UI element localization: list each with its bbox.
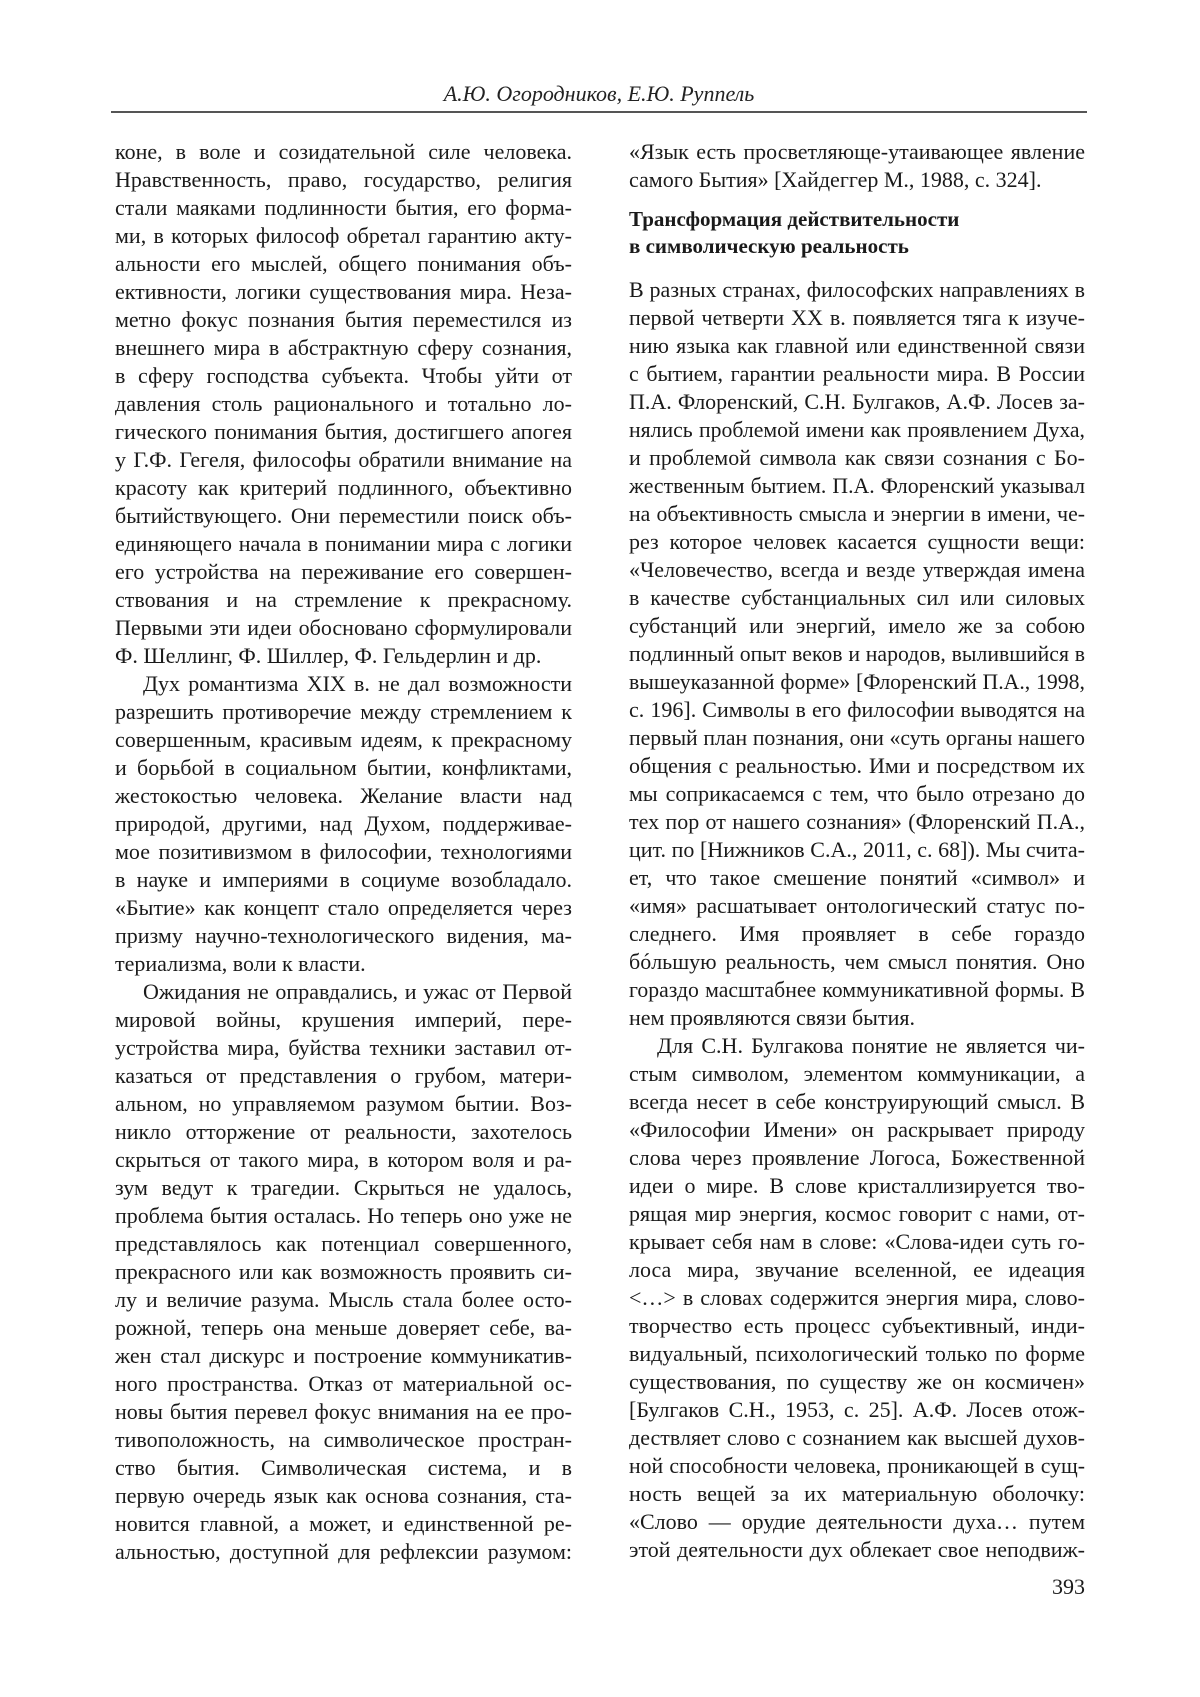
text-line: ной способности человека, проникающей в сущ- [629, 1454, 1085, 1478]
text-line: самого Бытия» [Хайдеггер М., 1988, с. 324]. [629, 167, 1042, 192]
text-line: «Философии Имени» он раскрывает природу [629, 1117, 1085, 1142]
text-line: ство бытия. Символическая система, и в [115, 1455, 572, 1480]
text-line: прекрасного или как возможность проявить си- [115, 1259, 572, 1284]
text-line: общения с реальностью. Ими и посредством их [629, 753, 1085, 778]
running-head-authors: А.Ю. Огородников, Е.Ю. Руппель [443, 81, 755, 106]
text-line: <…> в словах содержится энергия мира, слово- [629, 1285, 1085, 1310]
left-column [115, 138, 572, 1566]
text-line: рез которое человек касается сущности вещи: [629, 529, 1085, 554]
text-line: жестокостью человека. Желание власти над [115, 783, 572, 808]
text-line: творчество есть процесс субъективный, инди- [629, 1313, 1085, 1338]
text-line: призму научно-технологического видения, ма- [115, 923, 572, 948]
text-line: рожной, теперь она меньше доверяет себе, ва- [115, 1315, 572, 1340]
text-line: «Язык есть просветляюще-утаивающее явление [629, 139, 1085, 164]
text-line: существования, по существу же он космичен» [629, 1369, 1085, 1394]
text-line: териализма, воли к власти. [115, 951, 366, 976]
text-line: слова через проявление Логоса, Божественной [629, 1145, 1085, 1170]
text-line: «Человечество, всегда и везде утверждая имена [629, 557, 1085, 582]
text-line: дествляет слово с сознанием как высшей духов- [629, 1425, 1085, 1450]
text-line: в сферу господства субъекта. Чтобы уйти от [115, 363, 572, 388]
text-line: рящая мир энергия, космос говорит с нами, от- [629, 1201, 1085, 1226]
text-line: цит. по [Нижников С.А., 2011, с. 68]). Мы счита- [629, 837, 1085, 862]
text-line: В разных странах, философских направлениях в [629, 277, 1085, 302]
text-line: лу и величие разума. Мысль стала более осто- [115, 1287, 572, 1312]
text-line: и борьбой в социальном бытии, конфликтами, [115, 755, 572, 780]
text-line: первый план познания, они «суть органы нашего [629, 726, 1085, 750]
paragraph [115, 978, 572, 1566]
text-line: в науке и империями в социуме возобладало. [115, 867, 572, 892]
text-line: лоса мира, звучание вселенной, ее идеация [629, 1257, 1085, 1282]
text-line: в качестве субстанциальных сил или силовых [629, 585, 1085, 610]
text-line: на объективность смысла и энергии в имени, че- [629, 502, 1085, 526]
text-line: коне, в воле и созидательной силе человека. [115, 139, 572, 164]
text-line: представлялось как потенциал совершенного, [115, 1231, 572, 1256]
text-line: ного пространства. Отказ от материальной ос- [115, 1371, 572, 1396]
text-line: вышеуказанной форме» [Флоренский П.А., 1998, [629, 670, 1085, 694]
paragraph [629, 1032, 1085, 1564]
text-line: гораздо масштабнее коммуникативной формы. В [629, 978, 1085, 1002]
text-line: новится главной, а может, и единственной ре- [115, 1511, 572, 1536]
text-line: тех пор от нашего сознания» (Флоренский П.А., [629, 809, 1085, 834]
text-line: жен стал дискурс и построение коммуникатив- [115, 1343, 572, 1368]
text-line: идеи о мире. В слове кристаллизируется тво- [629, 1173, 1085, 1198]
text-line: никло отторжение от реальности, захотелось [115, 1119, 572, 1144]
text-line: всегда несет в себе конструирующий смысл. В [629, 1089, 1085, 1114]
text-line: альном, но управляемом разумом бытии. Воз- [115, 1091, 572, 1116]
paragraph [629, 276, 1085, 1032]
text-line: Первыми эти идеи обосновано сформулировали [115, 615, 572, 640]
text-line: Ф. Шеллинг, Ф. Шиллер, Ф. Гельдерлин и др. [115, 643, 542, 668]
text-line: бытийствующего. Они переместили поиск объ- [115, 503, 572, 528]
page-number: 393 [1052, 1574, 1085, 1599]
text-line: с. 196]. Символы в его философии выводятся на [629, 697, 1085, 722]
paragraph [115, 138, 572, 670]
text-line: природой, другими, над Духом, поддерживае- [115, 811, 572, 836]
text-line: Для С.Н. Булгакова понятие не является чи- [657, 1033, 1085, 1058]
text-line: стым символом, элементом коммуникации, а [629, 1061, 1085, 1086]
text-line: подлинный опыт веков и народов, вылившийся в [629, 642, 1085, 666]
text-line: нем проявляются связи бытия. [629, 1005, 915, 1030]
quote-paragraph [629, 138, 1085, 194]
text-line: крывает себя нам в слове: «Слова-идеи суть го- [629, 1229, 1085, 1254]
text-line: «Бытие» как концепт стало определяется через [115, 895, 572, 920]
text-line: зум ведут к трагедии. Скрыться не удалось, [115, 1175, 572, 1200]
text-line: скрыться от такого мира, в котором воля и ра- [115, 1147, 572, 1172]
text-line: мы соприкасаемся с тем, что было отрезано до [629, 781, 1085, 806]
text-line: жественным бытием. П.А. Флоренский указывал [629, 474, 1085, 498]
text-line: устройства мира, буйства техники заставил от- [115, 1035, 572, 1060]
text-line: разрешить противоречие между стремлением к [115, 699, 572, 724]
text-line: проблема бытия осталась. Но теперь оно уже не [115, 1203, 572, 1228]
text-line: красоту как критерий подлинного, объективно [115, 475, 572, 500]
text-line: новы бытия перевел фокус внимания на ее про- [115, 1399, 572, 1424]
text-line: внешнего мира в абстрактную сферу сознания, [115, 335, 572, 360]
text-line: мировой войны, крушения империй, пере- [115, 1007, 572, 1032]
paragraph [115, 670, 572, 978]
text-line: Дух романтизма XIX в. не дал возможности [143, 671, 572, 696]
text-line: гического понимания бытия, достигшего апогея [115, 419, 572, 444]
text-line: стали маяками подлинности бытия, его форма- [115, 195, 572, 220]
text-line: нию языка как главной или единственной связи [629, 333, 1085, 358]
text-line: у Г.Ф. Гегеля, философы обратили внимание на [115, 447, 572, 472]
text-line: субстанций или энергий, имело же за собою [629, 613, 1085, 638]
text-line: первую очередь язык как основа сознания, ста- [115, 1483, 572, 1508]
text-line: ствования и на стремление к прекрасному. [115, 587, 572, 612]
text-line: первой четверти XX в. появляется тяга к изуче- [629, 305, 1085, 330]
text-line: ективности, логики существования мира. Неза- [115, 279, 572, 304]
text-line: совершенным, красивым идеям, к прекрасному [115, 727, 572, 752]
header-rule [111, 111, 1087, 113]
text-line: тивоположность, на символическое простран- [115, 1427, 572, 1452]
text-line: «Слово — орудие деятельности духа… путем [629, 1509, 1085, 1534]
text-line: [Булгаков С.Н., 1953, с. 25]. А.Ф. Лосев отож- [629, 1397, 1085, 1422]
paragraph [629, 138, 1085, 194]
text-line: давления столь рационального и тотально ло- [115, 391, 572, 416]
text-line: П.А. Флоренский, С.Н. Булгаков, А.Ф. Лосев за- [629, 389, 1085, 414]
text-line: ет, что такое смешение понятий «символ» и [629, 865, 1085, 890]
text-line: мое позитивизмом в философии, технологиями [115, 839, 572, 864]
text-line: следнего. Имя проявляет в себе гораздо [629, 921, 1085, 946]
text-line: нялись проблемой имени как проявлением Духа, [629, 418, 1085, 442]
text-line: бóльшую реальность, чем смысл понятия. Оно [629, 949, 1085, 974]
text-line: метно фокус познания бытия переместился из [115, 307, 572, 332]
text-line: этой деятельности дух облекает свое неподвиж- [629, 1537, 1085, 1562]
text-line: единяющего начала в понимании мира с логики [115, 531, 572, 556]
section-heading-line: Трансформация действительности [629, 207, 960, 231]
text-line: альностью, доступной для рефлексии разумом: [115, 1539, 572, 1564]
text-line: ми, в которых философ обретал гарантию акту- [115, 223, 572, 248]
text-line: альности его мыслей, общего понимания объ- [115, 251, 572, 276]
text-line: казаться от представления о грубом, матери- [115, 1063, 572, 1088]
text-line: Ожидания не оправдались, и ужас от Первой [143, 979, 572, 1004]
text-line: «имя» расшатывает онтологический статус по- [629, 893, 1085, 918]
section-heading-line: в символическую реальность [629, 234, 909, 258]
section-heading [629, 206, 1085, 260]
text-line: и проблемой символа как связи сознания с Бо- [629, 445, 1085, 470]
text-line: его устройства на переживание его совершен- [115, 559, 572, 584]
text-line: видуальный, психологический только по форме [629, 1341, 1085, 1366]
text-line: Нравственность, право, государство, религия [115, 167, 572, 192]
right-column [629, 138, 1085, 1564]
text-line: ность вещей за их материальную оболочку: [629, 1481, 1085, 1506]
text-line: с бытием, гарантии реальности мира. В России [629, 361, 1085, 386]
